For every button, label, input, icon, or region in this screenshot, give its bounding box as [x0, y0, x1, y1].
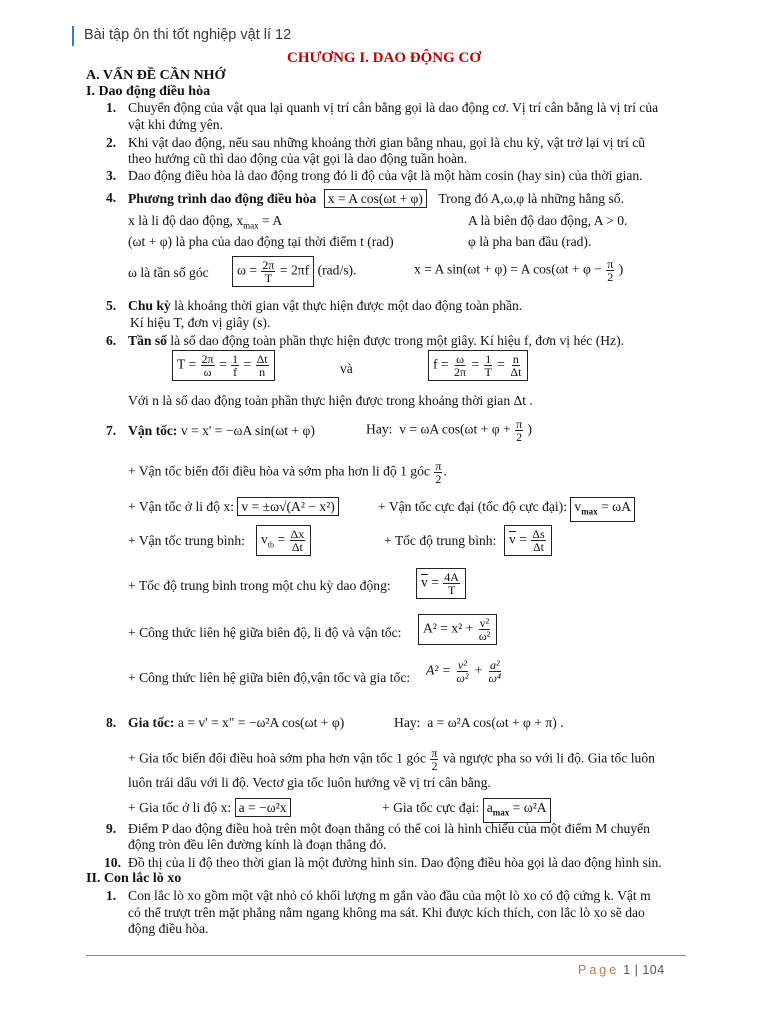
- page-word: Page: [578, 963, 620, 977]
- item-6-text: Tần số là số dao động toàn phần thực hiện được trong một giây. Kí hiệu f, đơn vị héc (Hz).: [128, 333, 625, 348]
- item-number: 1.: [106, 888, 117, 903]
- amplitude-relation-box: A² = x² + $\frac{\text{v²}}{\text{ω²}}$: [418, 614, 497, 645]
- average-velocity-box: $v_{tb}$ = $\frac{\Delta x}{\Delta t}$: [256, 525, 311, 556]
- average-velocity-label: + Vận tốc trung bình:: [128, 533, 245, 548]
- header-title: Bài tập ôn thi tốt nghiệp vật lí 12: [84, 27, 292, 43]
- item-4-constants: Trong đó A,ω,φ là những hằng số.: [438, 191, 624, 206]
- chapter-title: CHƯƠNG I. DAO ĐỘNG CƠ: [286, 50, 482, 66]
- amplitude-acceleration-label: + Công thức liên hệ giữa biên độ,vận tốc và gia tốc:: [128, 670, 411, 685]
- amplitude-acceleration-formula: A² = $\frac{\text{v²}}{\text{ω²}}$ + $\frac{\text{a²}}{\text{ω⁴}}$: [426, 658, 502, 685]
- velocity-formula: Vận tốc: v = x' = −ωA sin(ωt + φ): [128, 423, 315, 438]
- spring-line-3: động điều hòa.: [128, 921, 209, 936]
- spring-line-1: Con lắc lò xo gồm một vật nhỏ có khối lượng m gắn vào đầu của một lò xo có độ cứng k. Vật m: [128, 888, 651, 903]
- item-number: 10.: [104, 855, 121, 870]
- item-3-text: Dao động điều hòa là dao động trong đó li độ của vật là một hàm cosin (hay sin) của thời gian.: [128, 168, 643, 183]
- average-speed-label: + Tốc độ trung bình:: [384, 533, 497, 548]
- frequency-formula-box: f = $\frac{\omega}{2\pi}$ = $\frac{1}{T}$ = $\frac{n}{\Delta t}$: [428, 350, 528, 381]
- average-speed-box: $\overline{v}$ = $\frac{\Delta s}{\Delta t}$: [504, 525, 552, 556]
- acceleration-note-2: luôn trái dấu với li độ. Vectơ gia tốc luôn hướng về vị trí cân bằng.: [128, 775, 491, 790]
- oscillation-equation-box: x = A cos(ωt + φ): [324, 189, 427, 208]
- acceleration-note-1: + Gia tốc biến đổi điều hoà sớm pha hơn vận tốc 1 góc $\frac{\pi}{2}$ và ngược pha so với li độ. Gia tốc luôn: [128, 746, 655, 773]
- footer-divider: [86, 955, 686, 956]
- page-number: 1 | 104: [623, 963, 665, 977]
- section-2-heading: II. Con lắc lò xo: [86, 871, 182, 886]
- spring-line-2: có thể trượt trên mặt phẳng nằm ngang không ma sát. Khi được kích thích, con lắc lò xo sẽ dao: [128, 905, 645, 920]
- amplitude-definition: A là biên độ dao động, A > 0.: [468, 213, 628, 228]
- item-number: 7.: [106, 423, 117, 438]
- item-6-note: Với n là số dao động toàn phần thực hiện được trong khoảng thời gian Δt .: [128, 393, 533, 408]
- item-5-subtext: Kí hiệu T, đơn vị giây (s).: [130, 315, 271, 330]
- item-5-text: Chu kỳ là khoảng thời gian vật thực hiện được một dao động toàn phần.: [128, 298, 523, 313]
- item-1-line-2: vật khi đứng yên.: [128, 117, 223, 132]
- item-2-line-2: theo hướng cũ thì dao động của vật gọi là dao động tuần hoàn.: [128, 151, 468, 166]
- acceleration-at-x: + Gia tốc ở li độ x: a = −ω²x: [128, 798, 291, 817]
- acceleration-max: + Gia tốc cực đại: $a_{max} = \omega^2A$: [382, 798, 551, 823]
- item-4-label: Phương trình dao động điều hòa: [128, 191, 317, 206]
- item-number: 5.: [106, 298, 117, 313]
- sin-form-formula: x = A sin(ωt + φ) = A cos(ωt + φ − $\frac{\pi}{2}$ ): [414, 257, 624, 284]
- and-text: và: [340, 361, 353, 376]
- section-1-heading: I. Dao động điều hòa: [86, 84, 211, 99]
- item-number: 8.: [106, 715, 117, 730]
- omega-definition: ω là tần số góc: [128, 265, 209, 280]
- page-footer: [578, 963, 665, 977]
- acceleration-alt-formula: Hay: a = ω²A cos(ωt + φ + π) .: [394, 715, 564, 730]
- item-2-line-1: Khi vật dao động, nếu sau những khoảng thời gian bằng nhau, gọi là chu kỳ, vật trở lại vị trí cũ: [128, 135, 646, 150]
- section-a-heading: A. VẤN ĐỀ CẦN NHỚ: [86, 68, 226, 83]
- velocity-note-1: + Vận tốc biến đổi điều hòa và sớm pha hơn li độ 1 góc $\frac{\pi}{2}$ .: [128, 459, 447, 486]
- period-formula-box: T = $\frac{2\pi}{\omega}$ = $\frac{1}{f}$ = $\frac{\Delta t}{n}$: [172, 350, 275, 381]
- item-number: 6.: [106, 333, 117, 348]
- item-9-line-2: động tròn đều lên đường kính là đoạn thẳng đó.: [128, 837, 387, 852]
- velocity-max: + Vận tốc cực đại (tốc độ cực đại): $v_{max} = \omega A$: [378, 497, 635, 522]
- phase-definition: (ωt + φ) là pha của dao động tại thời điểm t (rad): [128, 234, 394, 249]
- item-number: 4.: [106, 190, 117, 205]
- velocity-alt-formula: Hay: v = ωA cos(ωt + φ + $\frac{\pi}{2}$ ): [366, 417, 533, 444]
- item-9-line-1: Điểm P dao động điều hoà trên một đoạn thẳng có thể coi là hình chiếu của một điểm M chuyển: [128, 821, 650, 836]
- item-10-text: Đồ thị của li độ theo thời gian là một đường hình sin. Dao động điều hòa gọi là dao động hình sin.: [128, 855, 662, 870]
- acceleration-formula: Gia tốc: a = v' = x" = −ω²A cos(ωt + φ): [128, 715, 345, 730]
- period-average-speed-box: $\overline{v}$ = $\frac{4A}{T}$: [416, 568, 466, 599]
- item-number: 1.: [106, 100, 117, 115]
- x-definition: x là li độ dao động, $x_{max} = A$: [128, 213, 283, 231]
- period-average-speed-label: + Tốc độ trung bình trong một chu kỳ dao động:: [128, 578, 391, 593]
- header-accent-bar: [72, 26, 74, 46]
- item-number: 2.: [106, 135, 117, 150]
- item-number: 3.: [106, 168, 117, 183]
- initial-phase-definition: φ là pha ban đầu (rad).: [468, 234, 592, 249]
- velocity-at-x: + Vận tốc ở li độ x: v = ±ω√(A² − x²): [128, 497, 339, 516]
- omega-formula: ω = $\frac{2\pi}{T}$ = 2πf (rad/s).: [232, 256, 356, 287]
- amplitude-relation-label: + Công thức liên hệ giữa biên độ, li độ và vận tốc:: [128, 625, 402, 640]
- item-1-line-1: Chuyển động của vật qua lại quanh vị trí cân bằng gọi là dao động cơ. Vị trí cân bằng là vị trí của: [128, 100, 659, 115]
- item-number: 9.: [106, 821, 117, 836]
